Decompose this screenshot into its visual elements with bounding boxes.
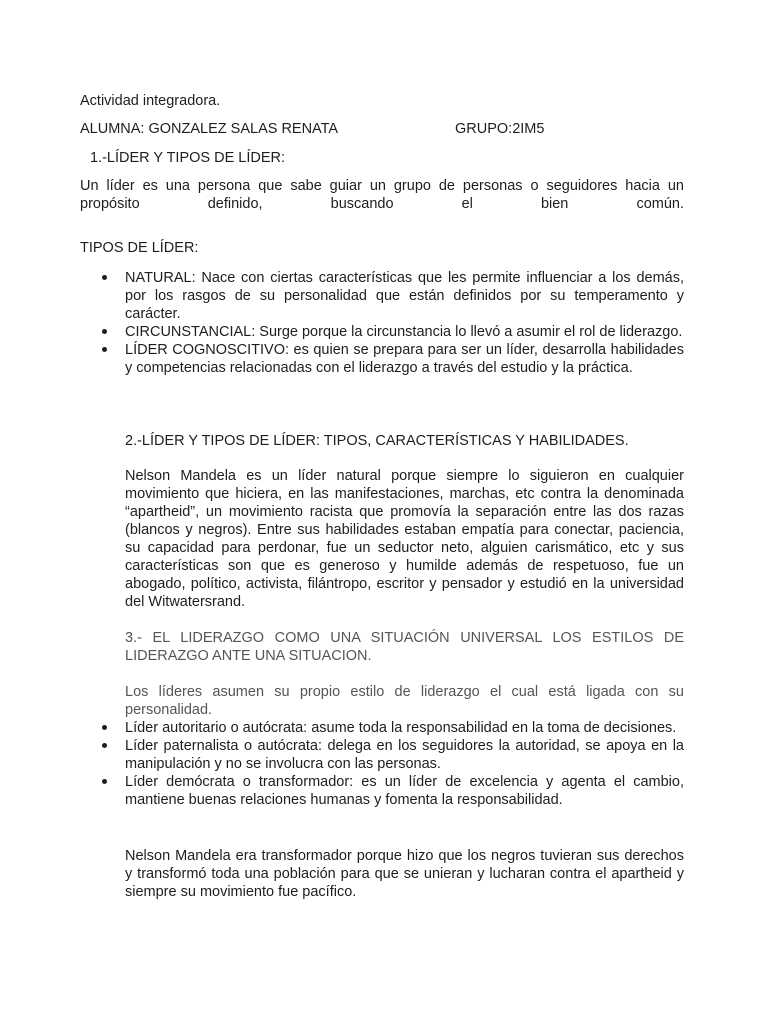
section-1-title: 1.-LÍDER Y TIPOS DE LÍDER: xyxy=(90,150,286,166)
list-item-autoritario: Líder autoritario o autócrata: asume toda la responsabilidad en la toma de decisiones. xyxy=(80,719,684,737)
leader-types-list xyxy=(80,269,684,377)
list-item-paternalista: Líder paternalista o autócrata: delega en los seguidores la autoridad, se apoya en la manipulación y no se involucra con las personas. xyxy=(80,737,684,773)
leader-definition-line-2: propósito definido, buscando el bien común. xyxy=(80,196,684,212)
mandela-paragraph: Nelson Mandela es un líder natural porque siempre lo siguieron en cualquier movimiento que hiciera, en las manifestaciones, marchas, etc contra la denominada “apartheid”, un movimiento racista que promovía la separación entre las dos razas (blancos y negros). Entre sus habilidades estaban empatía para conectar, paciencia, su capacidad para perdonar, fue un seductor neto, alguien carismático, etc y sus características son que es generoso y humilde además de respetuoso, fue un abogado, político, activista, filántropo, escritor y pensador y estudió en la universidad del Witwatersrand. xyxy=(125,468,684,610)
list-item-natural: NATURAL: Nace con ciertas características que les permite influenciar a los demás, por los rasgos de su personalidad que están definidos por su temperamento y carácter. xyxy=(80,269,684,323)
student-name: ALUMNA: GONZALEZ SALAS RENATA xyxy=(80,121,339,137)
section-3-title: 3.- EL LIDERAZGO COMO UNA SITUACIÓN UNIVERSAL LOS ESTILOS DE LIDERAZGO ANTE UNA SITUACION. xyxy=(125,630,684,664)
conclusion-paragraph: Nelson Mandela era transformador porque hizo que los negros tuvieran sus derechos y transformó toda una población para que se unieran y lucharan contra el apartheid y siempre su movimiento fue pacífico. xyxy=(125,848,684,900)
list-item-democrata: Líder demócrata o transformador: es un líder de excelencia y agenta el cambio, mantiene buenas relaciones humanas y fomenta la responsabilidad. xyxy=(80,773,684,809)
types-heading: TIPOS DE LÍDER: xyxy=(80,240,199,256)
leader-definition-line-1: Un líder es una persona que sabe guiar un grupo de personas o seguidores hacia un xyxy=(80,178,684,194)
styles-intro: Los líderes asumen su propio estilo de liderazgo el cual está ligada con su personalidad. xyxy=(125,684,684,718)
list-item-cognoscitivo: LÍDER COGNOSCITIVO: es quien se prepara para ser un líder, desarrolla habilidades y competencias relacionadas con el liderazgo a través del estudio y la práctica. xyxy=(80,341,684,377)
group-label: GRUPO:2IM5 xyxy=(455,121,545,137)
leadership-styles-list xyxy=(80,719,684,809)
section-2-title: 2.-LÍDER Y TIPOS DE LÍDER: TIPOS, CARACTERÍSTICAS Y HABILIDADES. xyxy=(125,433,629,449)
list-item-circunstancial: CIRCUNSTANCIAL: Surge porque la circunstancia lo llevó a asumir el rol de liderazgo. xyxy=(80,323,684,341)
activity-title: Actividad integradora. xyxy=(80,93,221,109)
